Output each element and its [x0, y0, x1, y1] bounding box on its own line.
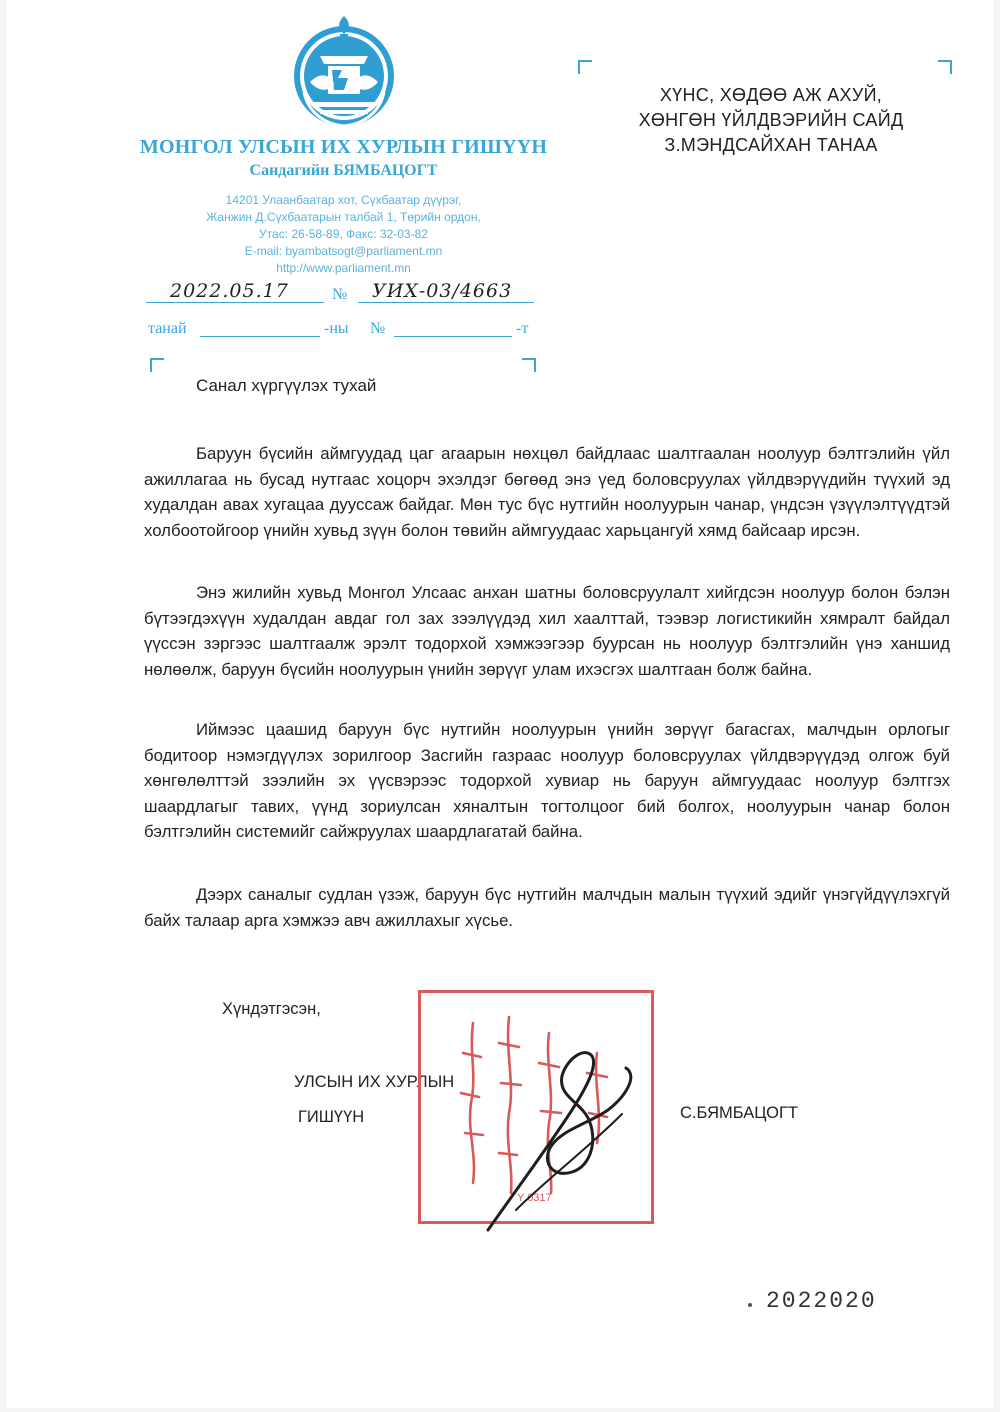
body-paragraph: Энэ жилийн хувьд Монгол Улсаас анхан шатны боловсруулалт хийгдсэн ноолуур болон бэлэн бүтээгдэхүүн худалдан авдаг гол зах зээлүүдэд хил хаалттай, тээвэр логистикийн хямралт байдал үүссэн зэргээс шалтгаалж эрэлт тодорхой хэмжээгээр буурсан нь ноолуур бэлтгэлийн үнэ ханшид нөлөөлж, баруун бүсийн ноолуурын үнийн зөрүүг улам ихэсгэх шалтгаан болж байна. [144, 583, 950, 679]
letterhead-org: МОНГОЛ УЛСЫН ИХ ХУРЛЫН ГИШҮҮН [139, 136, 548, 158]
closing-regards: Хүндэтгэсэн, [222, 1000, 321, 1018]
document-serial: 2022020 [766, 1288, 877, 1314]
number-label-2: № [370, 320, 386, 337]
subject-corner-mark [150, 358, 164, 372]
ny-label: -ны [324, 320, 349, 337]
body-paragraph: Иймээс цаашид баруун бүс нутгийн ноолуурын үнийн зөрүүг багасгах, малчдын орлогыг бодитоор нэмэгдүүлэх зорилгоор Засгийн газраас ноолуур боловсруулах үйлдвэрүүдэд олгож буй хөнгөлөлттэй зээлийн эх үүсвэрээс тодорхой хувиар нь баруун аймгуудаас ноолуур бэлтгэх шаардлагыг тавих, үүнд зориулсан хяналтын тогтолцоог бий болгох, ноолуурын чанар болон бэлтгэлийн системийг сайжруулах шаардлагатай байна. [144, 720, 950, 841]
handwritten-signature [476, 1040, 656, 1240]
signer-title-line: ГИШҮҮН [298, 1108, 365, 1126]
letter-page [6, 0, 994, 1408]
reference-number: УИХ-03/4663 [372, 280, 513, 302]
yours-date-underline [200, 336, 320, 337]
subject-corner-mark [522, 358, 536, 372]
body-paragraph: Баруун бүсийн аймгуудад цаг агаарын нөхцөл байдлаас шалтгаалан ноолуур бэлтгэлийн үйл ажиллагаа нь бусад нутгаас хоцорч эхэлдэг бөгөөд энэ үед боловсруулах үйлдвэрүүдийн түүхий эд худалдан авах хугацаа дууссаж байдаг. Мөн тус бүс нутгийн ноолуурын чанар, үндсэн үзүүлэлтүүдтэй холбоотойгоор үнийн хувьд зүүн болон төвийн аймгуудаас харьцангуй хямд байсаар ирсэн. [144, 444, 950, 540]
body-paragraph: Дээрх саналыг судлан үзэж, баруун бүс нутгийн малчдын малын түүхий эдийг үнэгүйдүүлэхгүй байх талаар арга хэмжээ авч ажиллахыг хүсье. [144, 885, 950, 930]
letter-subject: Санал хүргүүлэх тухай [196, 376, 377, 395]
number-underline [358, 302, 534, 303]
signer-name: С.БЯМБАЦОГТ [680, 1104, 798, 1122]
yours-label: танай [148, 320, 187, 337]
letterhead-address-line: Жанжин Д.Сүхбаатарын талбай 1, Төрийн ордон, [206, 210, 481, 224]
t-label: -т [516, 320, 529, 337]
letterhead-website: http://www.parliament.mn [276, 261, 411, 275]
recipient-name: З.МЭНДСАЙХАН ТАНАА [664, 135, 878, 155]
letterhead-email: E-mail: byambatsogt@parliament.mn [244, 244, 443, 258]
stamp-code: Y 0317 [517, 1192, 552, 1204]
recipient-line: ХҮНС, ХӨДӨӨ АЖ АХУЙ, [659, 85, 883, 105]
recipient-corner-mark [578, 60, 592, 74]
letterhead-phone: Утас: 26-58-89, Факс: 32-03-82 [259, 227, 428, 241]
signer-title-line: УЛСЫН ИХ ХУРЛЫН [294, 1073, 455, 1091]
reference-date: 2022.05.17 [170, 280, 289, 302]
number-label: № [332, 286, 348, 303]
recipient-line: ХӨНГӨН ҮЙЛДВЭРИЙН САЙД [638, 110, 904, 130]
letterhead-person: Сандагийн БЯМБАЦОГТ [249, 162, 438, 179]
date-underline [146, 302, 324, 303]
letterhead-address-line: 14201 Улаанбаатар хот, Сүхбаатар дүүрэг, [225, 193, 462, 207]
recipient-corner-mark [938, 60, 952, 74]
yours-number-underline [394, 336, 512, 337]
serial-dot [748, 1303, 752, 1307]
soyombo-emblem-icon [290, 12, 398, 134]
